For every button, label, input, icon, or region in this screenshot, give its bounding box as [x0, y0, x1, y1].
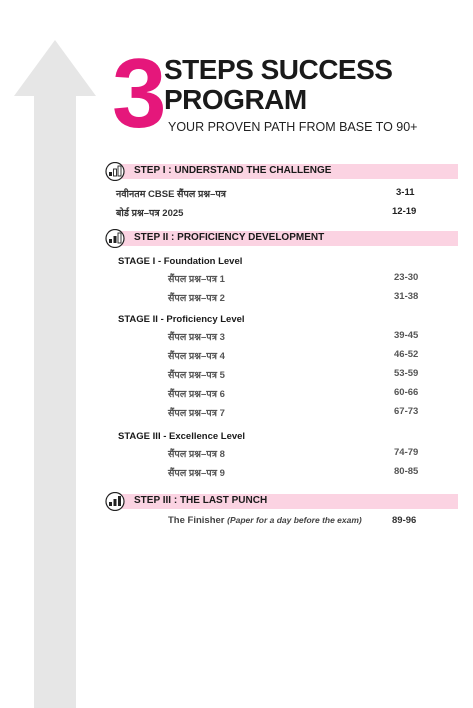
title-line-1: STEPS SUCCESS [164, 54, 393, 85]
entry-label: सैंपल प्रश्न–पत्र 8 [168, 449, 225, 460]
page-range: 53-59 [394, 368, 419, 379]
step-1-label: STEP I : UNDERSTAND THE CHALLENGE [134, 165, 332, 176]
entry-label: बोर्ड प्रश्न–पत्र 2025 [116, 208, 184, 219]
page-header [112, 38, 452, 148]
finisher-label: The Finisher [168, 515, 225, 526]
page-range: 23-30 [394, 272, 419, 283]
subtitle: YOUR PROVEN PATH FROM BASE TO 90+ [168, 120, 418, 134]
page-range: 80-85 [394, 466, 419, 477]
entry-label: सैंपल प्रश्न–पत्र 1 [168, 274, 225, 285]
entry-label: नवीनतम CBSE सैंपल प्रश्न–पत्र [116, 189, 227, 200]
signal-bars-low-icon [104, 162, 126, 181]
entry-label: सैंपल प्रश्न–पत्र 2 [168, 293, 225, 304]
stage-2-label: STAGE II - Proficiency Level [118, 314, 245, 325]
step-3-label: STEP III : THE LAST PUNCH [134, 495, 268, 506]
signal-bars-medium-icon [104, 229, 126, 248]
step-3-bar [108, 494, 458, 509]
step-2-bar [108, 231, 458, 246]
page-range: 12-19 [392, 206, 417, 217]
step-1-bar [108, 164, 458, 179]
page-range: 39-45 [394, 330, 419, 341]
title-line-2: PROGRAM [164, 84, 307, 115]
entry-label: सैंपल प्रश्न–पत्र 4 [168, 351, 225, 362]
entry-label: सैंपल प्रश्न–पत्र 6 [168, 389, 225, 400]
page-range: 31-38 [394, 291, 419, 302]
step-2-label: STEP II : PROFICIENCY DEVELOPMENT [134, 232, 325, 243]
page-range: 46-52 [394, 349, 419, 360]
finisher-entry [168, 515, 362, 526]
entry-label: सैंपल प्रश्न–पत्र 9 [168, 468, 225, 479]
page-range: 3-11 [396, 187, 415, 198]
page-range: 60-66 [394, 387, 419, 398]
signal-bars-full-icon [104, 492, 126, 511]
page-range: 89-96 [392, 515, 417, 526]
page-range: 74-79 [394, 447, 419, 458]
entry-label: सैंपल प्रश्न–पत्र 7 [168, 408, 225, 419]
finisher-note: (Paper for a day before the exam) [227, 515, 362, 525]
step-count-number: 3 [112, 38, 165, 148]
entry-label: सैंपल प्रश्न–पत्र 5 [168, 370, 225, 381]
entry-label: सैंपल प्रश्न–पत्र 3 [168, 332, 225, 343]
progress-arrow [14, 40, 96, 708]
stage-3-label: STAGE III - Excellence Level [118, 431, 246, 442]
page-range: 67-73 [394, 406, 419, 417]
stage-1-label: STAGE I - Foundation Level [118, 256, 243, 267]
